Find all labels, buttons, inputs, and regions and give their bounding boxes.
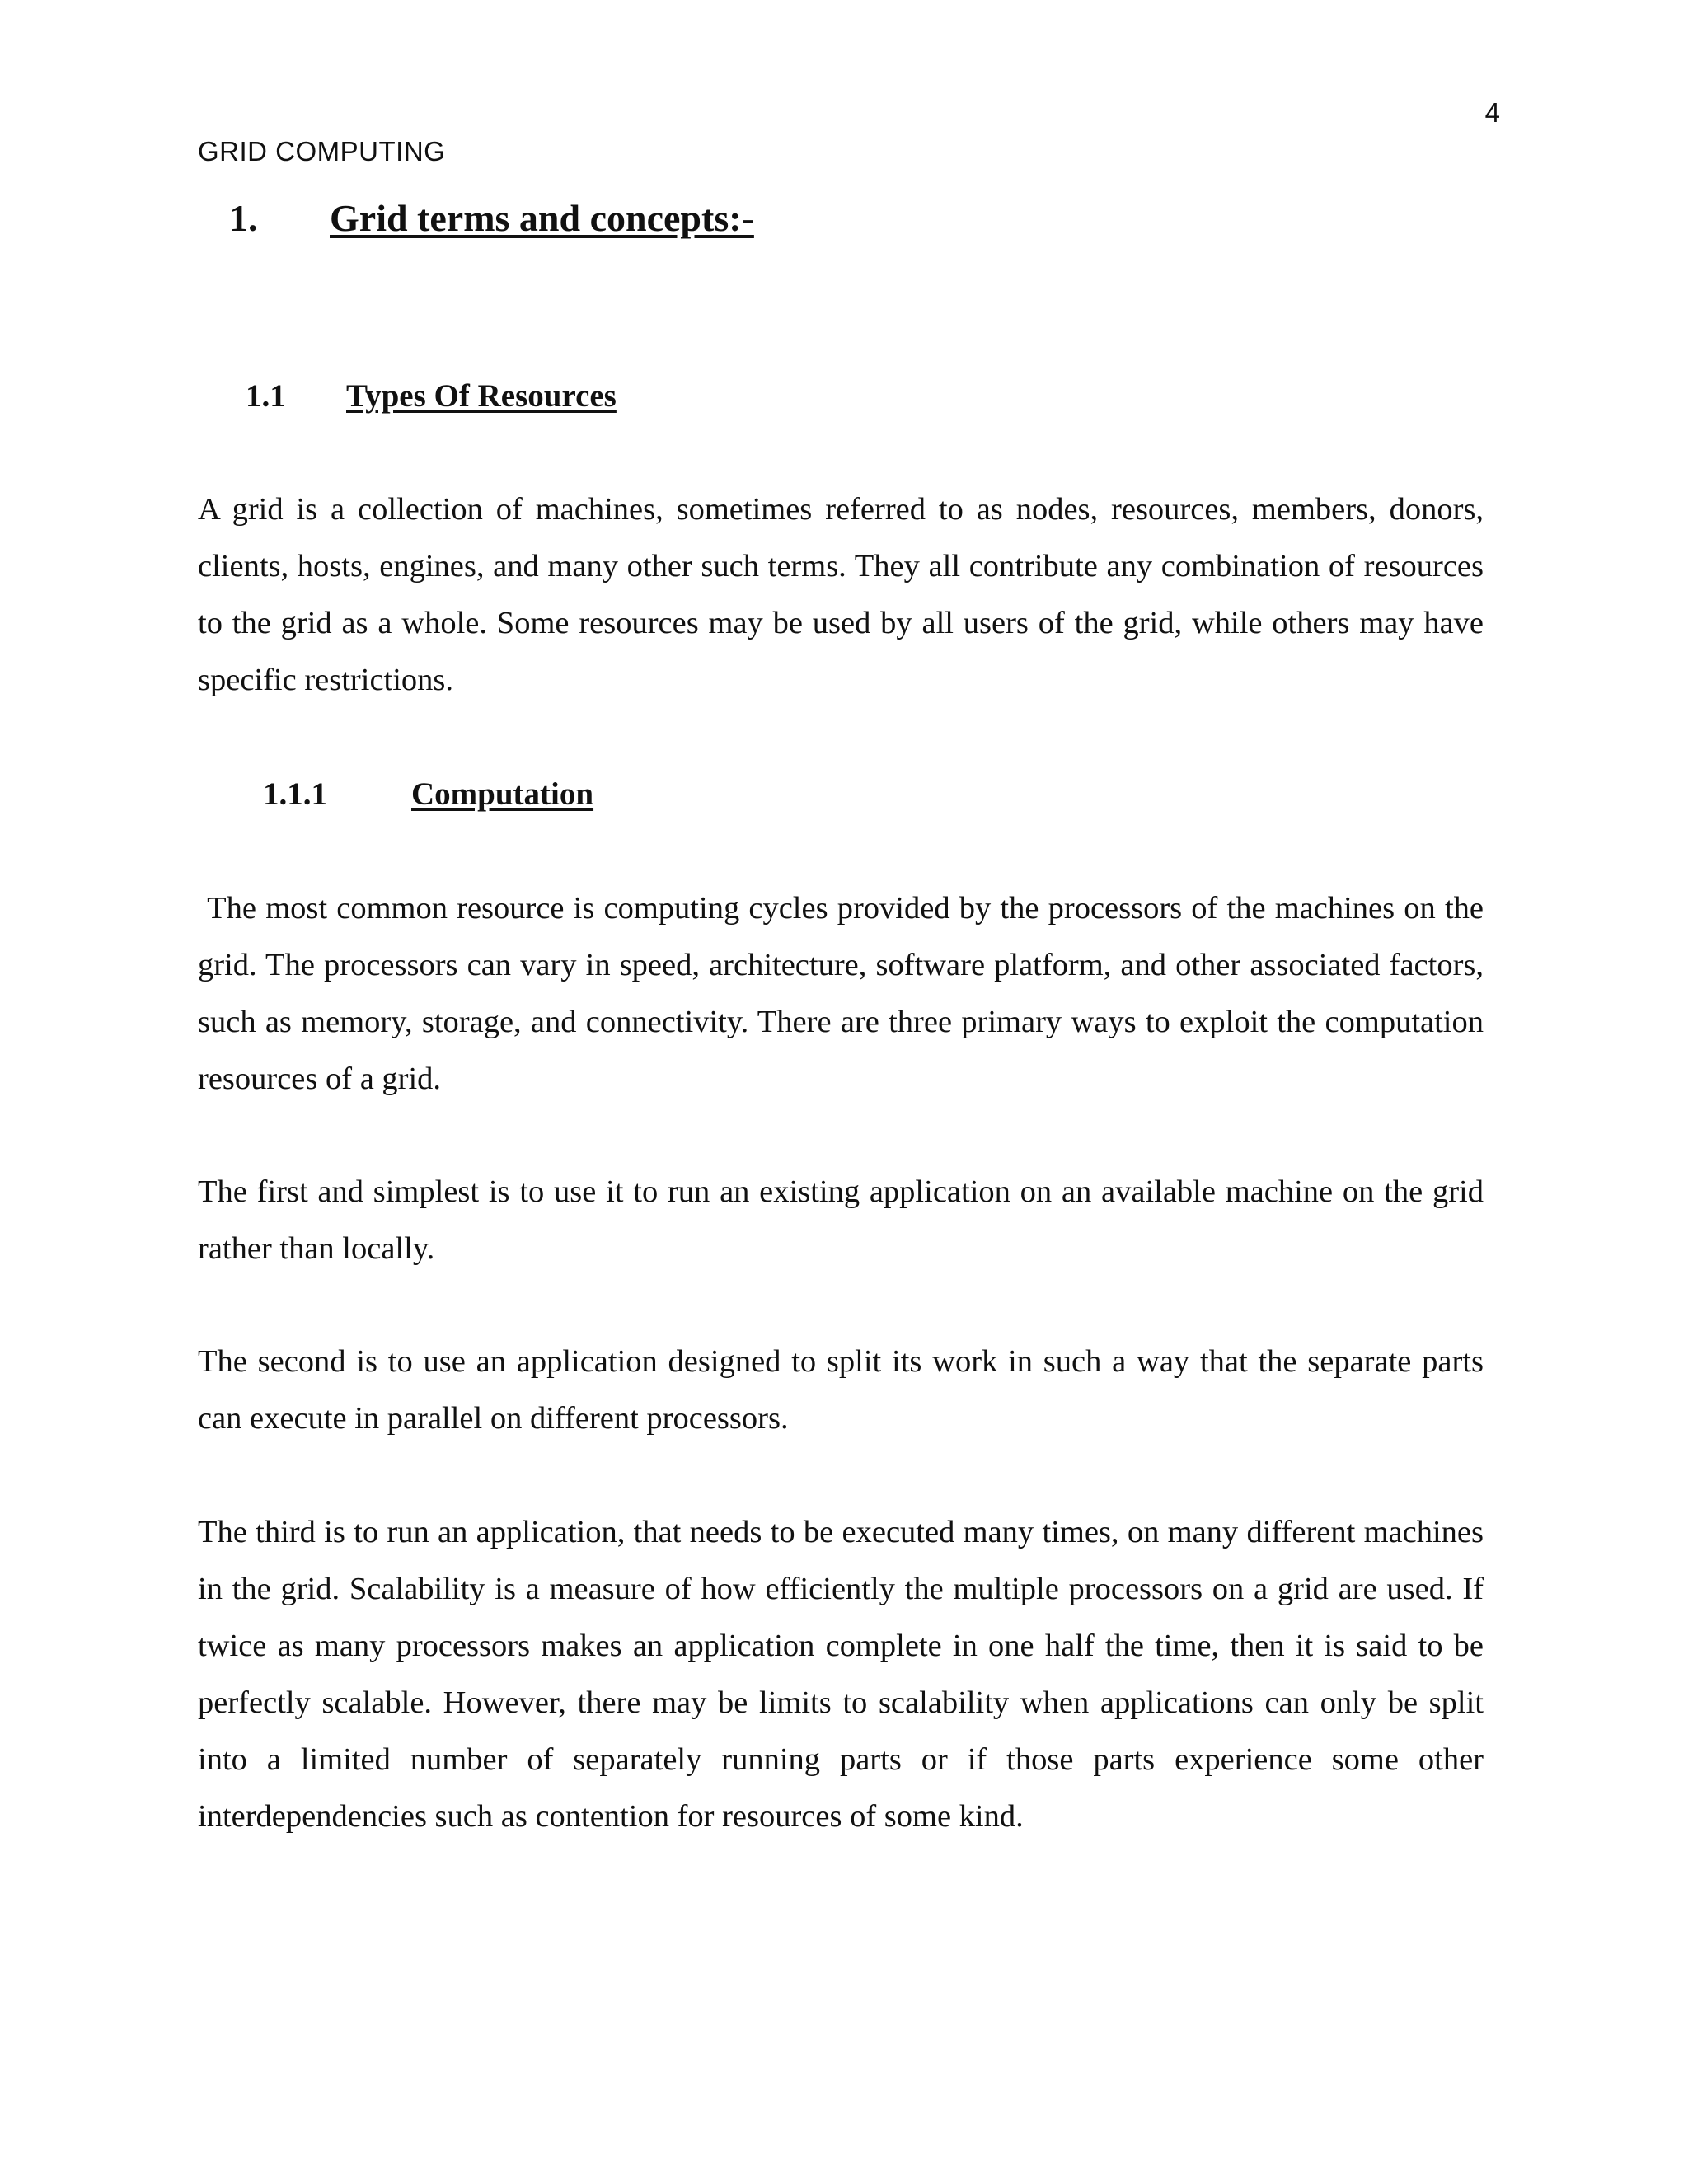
page-number: 4 bbox=[1484, 97, 1500, 128]
section-heading-1-title: Grid terms and concepts:- bbox=[330, 197, 754, 239]
section-heading-1-number: 1. bbox=[229, 197, 258, 239]
paragraph-resources-intro: A grid is a collection of machines, sometimes referred to as nodes, resources, members, donors, clients, hosts, engines, and many other such terms. They all contribute any combination of resources to the grid as a whole. Some resources may be used by all users of the grid, while others may have specific restrictions. bbox=[198, 492, 1484, 697]
paragraph-first-way: The first and simplest is to use it to run an existing application on an available machine on the grid rather than locally. bbox=[198, 1174, 1484, 1266]
section-heading-1-1 bbox=[246, 377, 617, 415]
paragraph-computation: The most common resource is computing cycles provided by the processors of the machines on the grid. The processors can vary in speed, architecture, software platform, and other associated factors, such as memory, storage, and connectivity. There are three primary ways to exploit the computation resources of a grid. bbox=[198, 891, 1484, 1096]
section-heading-1-1-1-number: 1.1.1 bbox=[263, 776, 327, 812]
section-heading-1-1-1 bbox=[263, 776, 593, 813]
section-heading-1-1-number: 1.1 bbox=[246, 378, 286, 414]
paragraph-third-way: The third is to run an application, that needs to be executed many times, on many different machines in the grid. Scalability is a measure of how efficiently the multiple processors on a grid are used. If twice as many processors makes an application complete in one half the time, then it is said to be perfectly scalable. However, there may be limits to scalability when applications can only be split into a limited number of separately running parts or if those parts experience some other interdependencies such as contention for resources of some kind. bbox=[198, 1515, 1484, 1834]
section-heading-1-1-title: Types Of Resources bbox=[346, 378, 617, 414]
paragraph-second-way: The second is to use an application designed to split its work in such a way that the separate parts can execute in parallel on different processors. bbox=[198, 1344, 1484, 1436]
section-heading-1 bbox=[229, 196, 754, 240]
section-heading-1-1-1-title: Computation bbox=[411, 776, 594, 812]
running-header: GRID COMPUTING bbox=[198, 136, 446, 166]
